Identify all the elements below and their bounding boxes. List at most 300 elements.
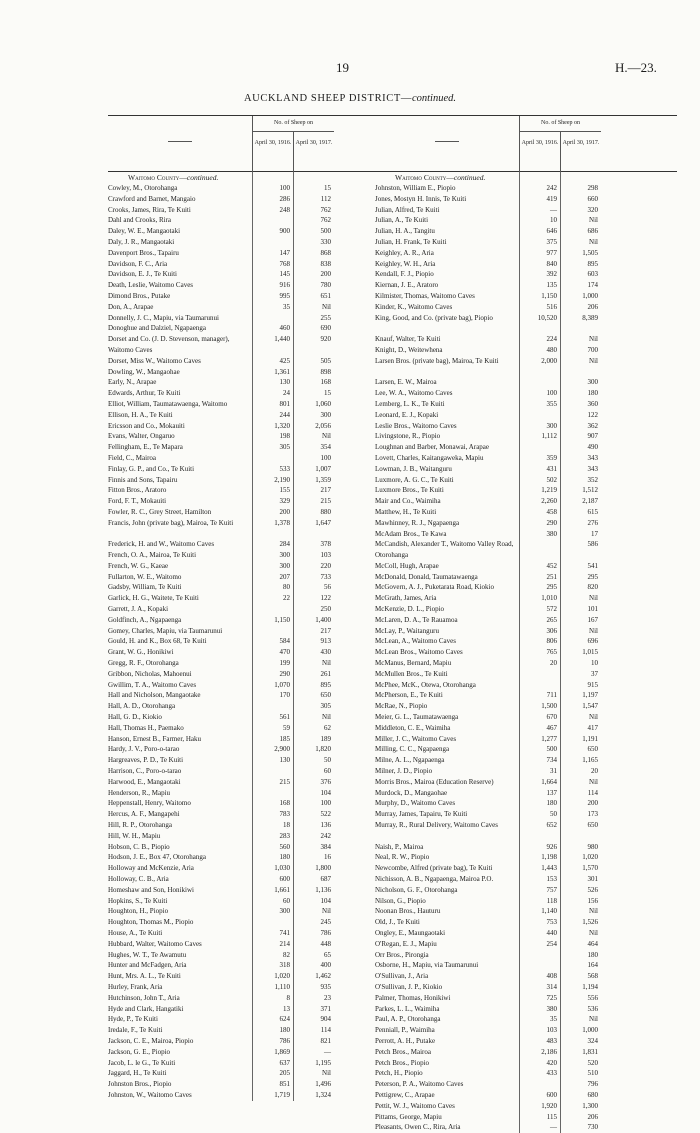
table-row [108,1004,410,1015]
sheep-1917: 1,505 [582,248,598,257]
sheep-1917: 215 [320,497,331,506]
owner-name: Jaggard, H., Te Kuiti [108,1069,167,1078]
table-row [375,1058,677,1069]
sheep-1916: 359 [546,453,557,462]
report-reference: H.—23. [615,60,657,75]
sheep-1917: 15 [324,184,331,192]
table-row [108,701,410,712]
sheep-1916: 786 [279,1036,290,1045]
owner-name: Livingstone, R., Piopio [375,432,441,441]
owner-name: Elliot, William, Taumatawaenga, Waitomo [108,399,228,408]
sheep-1917: 1,570 [582,864,598,873]
sheep-1916: 180 [546,799,557,808]
owner-name: Murdock, D., Mangaohae [375,788,448,797]
owner-name: Houghton, H., Piopio [108,907,169,916]
sheep-1916: 1,020 [274,972,290,981]
sheep-1917: Nil [322,907,331,916]
sheep-1916: 1,150 [274,615,290,624]
sheep-1917: 305 [320,702,331,711]
owner-name: Hyde, P., Te Kuiti [108,1015,158,1024]
sheep-1916: 329 [279,497,290,506]
sheep-1917: 1,000 [582,1026,598,1035]
sheep-1916: 1,719 [274,1090,290,1099]
table-row [108,766,410,777]
sheep-1916: 1,030 [274,864,290,873]
sheep-1917: 1,015 [582,648,598,657]
sheep-1916: 431 [546,464,557,473]
owner-name: Hargreaves, P. D., Te Kuiti [108,756,184,765]
table-row [375,1014,677,1025]
sheep-1916: 185 [279,734,290,743]
owner-name: Johnston Bros., Piopio [108,1080,172,1089]
owner-name: Larsen Bros. (private bag), Mairoa, Te Kuiti [375,356,499,365]
owner-name: McManus, Bernard, Mapiu [375,659,452,668]
sheep-1916: 24 [283,389,290,398]
owner-name: Milling, C. C., Ngapaenga [375,745,450,754]
owner-name: Kendall, F. J., Piopio [375,270,434,279]
table-row [108,248,410,259]
sheep-1916: 8 [286,993,290,1002]
owner-name: Iredale, F., Te Kuiti [108,1026,163,1035]
sheep-1917: 1,462 [315,972,331,981]
table-row [375,1090,677,1101]
sheep-1917: 100 [320,799,331,808]
sheep-1917: 526 [587,885,598,894]
table-row [108,680,410,691]
sheep-1916: — [550,205,557,214]
sheep-1917: 762 [320,205,331,214]
table-row [108,1068,410,1079]
sheep-1917: 1,400 [315,615,331,624]
table-row [108,280,410,291]
sheep-1916: 768 [279,259,290,268]
owner-name: Knauf, Walter, Te Kuiti [375,335,441,344]
sheep-1916: 977 [546,248,557,257]
owner-name: Meier, G. L., Taumatawaenga [375,713,459,722]
sheep-1917: Nil [589,356,598,365]
table-row [375,1004,677,1015]
sheep-1917: 1,831 [582,1047,598,1056]
sheep-1917: 895 [587,259,598,268]
sheep-1917: 1,000 [582,291,598,300]
table-row [375,626,677,637]
owner-name: Dorset, Miss W., Waitomo Caves [108,356,201,365]
owner-name: McDonald, Donald, Taumatawaenga [375,572,478,581]
sheep-1917: 690 [320,324,331,333]
sheep-1917: 1,165 [582,756,598,765]
sheep-1916: 916 [279,281,290,290]
sheep-1916: 900 [279,227,290,236]
sheep-1917: 687 [320,875,331,883]
table-row [375,345,677,356]
sheep-1917: 780 [320,281,331,290]
table-row [375,248,677,259]
table-row [108,399,410,410]
sheep-1916: 300 [279,551,290,560]
owner-name: Edwards, Arthur, Te Kuiti [108,389,181,398]
sheep-1916: 300 [546,421,557,430]
table-row [375,410,677,421]
sheep-1917: 17 [591,529,598,538]
owner-name: McLaren, D. A., Te Rauamoa [375,615,458,624]
owner-name: Hill, W. H., Mapiu [108,831,161,840]
table-row [108,658,410,669]
sheep-1917: 376 [320,777,331,786]
sheep-1916: 207 [279,572,290,581]
table-row [108,356,410,367]
table-row [108,431,410,442]
table-row [375,539,677,561]
owner-name: Luxmore, A. G. C., Te Kuiti [375,475,454,484]
sheep-1916: 284 [279,540,290,549]
table-row [375,1112,677,1123]
owner-name: Petch Bros., Piopio [375,1058,430,1067]
table-row [375,852,677,863]
sheep-1916: 533 [279,464,290,473]
sheep-1917: 10 [591,659,598,668]
owner-name: Leonard, E. J., Kopaki [375,410,439,419]
sheep-1916: 783 [279,810,290,819]
sheep-1916: 18 [283,821,290,830]
sheep-1916: 290 [279,669,290,678]
sheep-1917: 430 [320,648,331,657]
sheep-1916: 31 [550,767,557,776]
sheep-1917: 898 [320,367,331,376]
table-row [108,734,410,745]
county-continued: continued. [186,173,219,182]
table-row [108,950,410,961]
owner-name: Miller, J. C., Waitomo Caves [375,734,457,743]
table-row [108,323,410,334]
right-table-rows [375,183,677,1133]
sheep-1916: 244 [279,410,290,419]
sheep-1916: 711 [546,691,557,700]
sheep-1916: 224 [546,335,557,344]
owner-name: Kiernan, J. E., Aratoro [375,281,439,290]
sheep-1916: 483 [546,1036,557,1045]
sheep-1917: 156 [587,896,598,905]
table-row [108,215,410,226]
sheep-1916: — [550,1123,557,1132]
owner-name: Petch, H., Piopio [375,1069,423,1078]
table-row [108,615,410,626]
owner-name: Donnelly, J. C., Mapiu, via Taumarunui [108,313,219,322]
table-row [108,744,410,755]
sheep-1917: 1,136 [315,885,331,894]
sheep-1917: 103 [320,551,331,560]
owner-name: Hutchinson, John T., Aria [108,993,180,1002]
table-row [375,1068,677,1079]
table-row [108,820,410,831]
sheep-1916: 300 [279,561,290,570]
table-row [375,712,677,723]
sheep-1916: 35 [283,302,290,311]
sheep-1917: 245 [320,918,331,927]
sheep-1917: 1,820 [315,745,331,754]
sheep-1916: 242 [546,184,557,192]
table-row [375,1079,677,1090]
owner-name: Johnston, W., Waitomo Caves [108,1090,192,1099]
table-row [108,777,410,788]
table-row [108,367,410,378]
owner-name: Nicholson, G. F., Otorohanga [375,885,458,894]
owner-name: Harrison, C., Poro-o-tarao [108,767,182,776]
table-row [375,863,677,874]
sheep-1917: Nil [589,594,598,603]
sheep-1917: 298 [587,184,598,192]
sheep-1916: 734 [546,756,557,765]
owner-name: Cowley, M., Otorohanga [108,184,178,192]
table-row [375,485,677,496]
table-row [375,939,677,950]
table-row [108,906,410,917]
sheep-1916: 251 [546,572,557,581]
sheep-1916: 516 [546,302,557,311]
sheep-1916: 500 [546,745,557,754]
table-row [108,647,410,658]
sheep-1916: 1,661 [274,885,290,894]
table-row [108,863,410,874]
sheep-1917: 651 [320,291,331,300]
owner-name: Loughnan and Barber, Monawai, Arapae [375,443,490,452]
sheep-1917: 324 [587,1036,598,1045]
sheep-1917: 730 [587,1123,598,1132]
county-name: Waitomo County— [128,173,187,182]
sheep-1916: 652 [546,821,557,830]
table-row [108,1079,410,1090]
sheep-1916: 1,378 [274,518,290,527]
sheep-1917: 276 [587,518,598,527]
table-row [375,734,677,745]
sheep-1917: 37 [591,669,598,678]
table-row [108,809,410,820]
table-row [108,485,410,496]
sheep-1916: 82 [283,950,290,959]
sheep-1916: 419 [546,194,557,203]
header-dash [168,141,192,142]
table-row [375,507,677,518]
sheep-1917: 301 [587,875,598,883]
table-row [108,669,410,680]
sheep-1917: 762 [320,216,331,225]
sheep-1917: 400 [320,961,331,970]
sheep-1916: 600 [546,1090,557,1099]
table-row [108,755,410,766]
table-row [108,831,410,842]
owner-name: Ford, F. T., Mokauiti [108,497,167,506]
table-row [108,334,410,356]
sheep-1916: 408 [546,972,557,981]
owner-name: Don, A., Arapae [108,302,154,311]
owner-name: Milner, J. D., Piopio [375,767,433,776]
sheep-1916: 300 [279,907,290,916]
sheep-1917: Nil [589,928,598,937]
sheep-1916: 50 [550,810,557,819]
table-row [108,388,410,399]
sheep-1917: 786 [320,928,331,937]
no-of-sheep-header: No. of Sheep on [252,116,334,132]
col-1916-header: April 30, 1916. [519,132,560,172]
sheep-1916: 155 [279,486,290,495]
owner-name: Noonan Bros., Hauturu [375,907,441,916]
sheep-1917: Nil [589,237,598,246]
owner-name: Hall, Thomas H., Paemako [108,723,184,732]
table-row [375,874,677,885]
owner-name: Newcombe, Alfred (private bag), Te Kuiti [375,864,493,873]
sheep-1917: 300 [320,410,331,419]
sheep-1917: — [324,1047,331,1056]
sheep-1916: 20 [550,659,557,668]
owner-name: Fitton Bros., Aratoro [108,486,167,495]
sheep-1917: 60 [324,767,331,776]
sheep-1917: Nil [589,1015,598,1024]
table-row [375,291,677,302]
sheep-1917: 217 [320,486,331,495]
sheep-1916: 180 [279,1026,290,1035]
owner-name: Gribbon, Nicholas, Mahoenui [108,669,192,678]
sheep-1916: 318 [279,961,290,970]
sheep-1917: 362 [587,421,598,430]
sheep-1916: 1,110 [274,982,290,991]
sheep-1917: 1,800 [315,864,331,873]
sheep-1917: 100 [320,453,331,462]
owner-name: Gregg, R. F., Otorohanga [108,659,179,668]
table-row [108,1058,410,1069]
sheep-1916: 198 [279,432,290,441]
owner-name: Milne, A. L., Ngapaenga [375,756,445,765]
table-row [108,226,410,237]
sheep-1917: 568 [587,972,598,981]
table-row [375,928,677,939]
sheep-1916: 153 [546,875,557,883]
owner-name: Harwood, E., Mangaotaki [108,777,181,786]
owner-name: Fullarton, W. E., Waitomo [108,572,182,581]
table-row [375,744,677,755]
owner-name: French, W. G., Kaeae [108,561,169,570]
sheep-1916: 248 [279,205,290,214]
table-row [375,377,677,388]
table-row [375,280,677,291]
sheep-1917: 360 [587,399,598,408]
left-column-header [108,115,410,172]
page-title [0,93,700,104]
sheep-1916: 646 [546,227,557,236]
owner-name: Gwillim, T. A., Waitomo Caves [108,680,197,689]
sheep-1916: 2,186 [541,1047,557,1056]
owner-name: Grant, W. G., Honikiwi [108,648,174,657]
sheep-1916: 840 [546,259,557,268]
sheep-1917: 1,195 [315,1058,331,1067]
owner-name: Parkes, L. L., Waimiha [375,1004,440,1013]
sheep-1916: 305 [279,443,290,452]
right-column-header [375,115,677,172]
owner-name: Orr Bros., Pirongia [375,950,429,959]
sheep-1917: 1,359 [315,475,331,484]
sheep-1917: 8,389 [582,313,598,322]
sheep-1917: 220 [320,561,331,570]
sheep-1917: 104 [320,896,331,905]
sheep-1916: 1,320 [274,421,290,430]
sheep-1916: 215 [279,777,290,786]
owner-name: Murray, R., Rural Delivery, Waitomo Caves [375,821,499,830]
sheep-1917: 686 [587,227,598,236]
sheep-1916: 753 [546,918,557,927]
table-row [375,313,677,335]
sheep-1916: 35 [550,1015,557,1024]
table-row [375,453,677,464]
sheep-1917: 23 [324,993,331,1002]
table-row [375,950,677,961]
sheep-1917: 352 [587,475,598,484]
owner-name: Dimond Bros., Putake [108,291,171,300]
sheep-1916: 1,198 [541,853,557,862]
sheep-1916: 572 [546,605,557,614]
sheep-1917: 2,187 [582,497,598,506]
table-row [108,636,410,647]
owner-name: Heppenstall, Henry, Waitomo [108,799,191,808]
sheep-1916: 118 [546,896,557,905]
sheep-1916: 380 [546,529,557,538]
sheep-1917: 114 [587,788,598,797]
sheep-1917: 913 [320,637,331,646]
title-continued: continued. [411,93,457,104]
sheep-1917: 615 [587,507,598,516]
sheep-1917: 371 [320,1004,331,1013]
sheep-1917: 980 [587,842,598,851]
sheep-1917: 206 [587,1112,598,1121]
owner-name: Hughes, W. T., Te Awamutu [108,950,187,959]
table-row [375,302,677,313]
table-row [375,723,677,734]
table-row [375,658,677,669]
county-name: Waitomo County— [395,173,454,182]
sheep-1916: 1,010 [541,594,557,603]
table-row [375,269,677,280]
owner-name: Hunt, Mrs. A. L., Te Kuiti [108,972,181,981]
sheep-1916: 200 [279,507,290,516]
sheep-1916: 1,070 [274,680,290,689]
sheep-1916: 725 [546,993,557,1002]
owner-name: Matthew, H., Te Kuiti [375,507,437,516]
owner-name: Hanson, Ernest B., Farmer, Haku [108,734,202,743]
sheep-1916: 1,112 [541,432,557,441]
col-1917-header: April 30, 1917. [293,132,334,172]
owner-name: Peterson, P. A., Waitomo Caves [375,1080,464,1089]
table-row [375,529,677,540]
sheep-1917: 2,056 [315,421,331,430]
owner-name: Nilson, G., Piopio [375,896,426,905]
owner-name: King, Good, and Co. (private bag), Piopio [375,313,493,322]
sheep-1916: 147 [279,248,290,257]
sheep-1917: 1,496 [315,1080,331,1089]
owner-name: Davidson, F. C., Aria [108,259,168,268]
table-row [108,561,410,572]
sheep-1917: 650 [587,821,598,830]
sheep-1917: 920 [320,335,331,344]
sheep-1917: 200 [320,270,331,279]
sheep-1917: 180 [587,389,598,398]
sheep-1917: 838 [320,259,331,268]
sheep-1916: 60 [283,896,290,905]
owner-name: Gadsby, William, Te Kuiti [108,583,182,592]
table-row [375,798,677,809]
owner-name: O'Sullivan, J., Aria [375,972,429,981]
sheep-1916: 1,443 [541,864,557,873]
sheep-1917: 255 [320,313,331,322]
owner-name: Penniall, P., Waimiha [375,1026,435,1035]
sheep-1917: Nil [322,1069,331,1078]
table-row [375,334,677,345]
